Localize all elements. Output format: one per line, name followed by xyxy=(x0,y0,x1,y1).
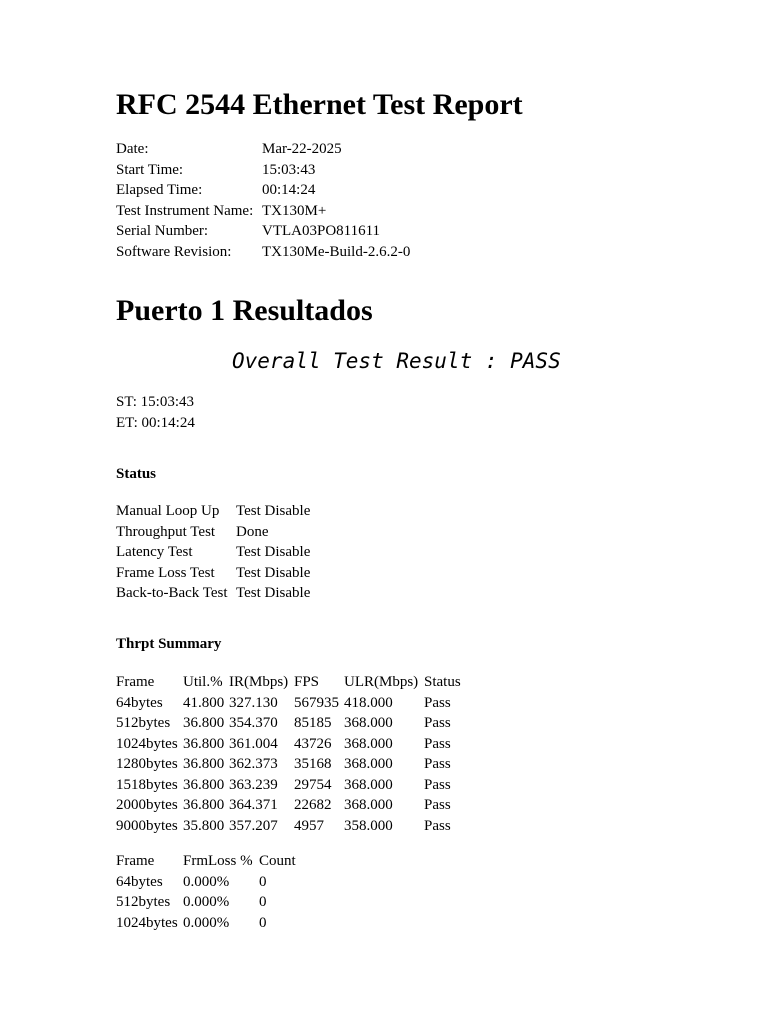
status-result: Done xyxy=(236,523,269,540)
table-cell: 0.000% xyxy=(183,894,230,910)
port-heading: Puerto 1 Resultados xyxy=(116,294,373,327)
column-header: Frame xyxy=(116,853,155,869)
status-test: Frame Loss Test xyxy=(116,564,215,581)
table-cell: 43726 xyxy=(294,735,332,752)
table-cell: 2000bytes xyxy=(116,797,178,813)
status-row xyxy=(116,583,310,604)
meta-value: TX130Me-Build-2.6.2-0 xyxy=(262,243,411,260)
status-row xyxy=(116,522,310,543)
meta-label: Serial Number: xyxy=(116,223,209,239)
table-row xyxy=(116,734,461,755)
status-heading: Status xyxy=(116,466,157,482)
table-cell: 368.000 xyxy=(344,776,393,793)
table-cell: Pass xyxy=(424,797,451,813)
test-times xyxy=(116,392,195,433)
table-cell: 1024bytes xyxy=(116,914,178,931)
table-cell: 357.207 xyxy=(229,817,278,834)
meta-value: 15:03:43 xyxy=(262,161,316,178)
report-title: RFC 2544 Ethernet Test Report xyxy=(116,88,523,121)
meta-row-elapsed-time xyxy=(116,180,410,201)
status-row xyxy=(116,542,310,563)
table-cell: 85185 xyxy=(294,715,332,731)
table-cell: 368.000 xyxy=(344,715,393,731)
table-cell: 364.371 xyxy=(229,797,278,813)
meta-row-serial-number xyxy=(116,221,410,242)
table-row xyxy=(116,693,461,714)
table-cell: 327.130 xyxy=(229,694,278,711)
status-table xyxy=(116,501,310,604)
table-cell: 35.800 xyxy=(183,817,225,834)
meta-row-instrument-name xyxy=(116,201,410,222)
table-cell: 36.800 xyxy=(183,735,225,752)
table-cell: 0 xyxy=(259,894,267,910)
table-row xyxy=(116,872,296,893)
status-result: Test Disable xyxy=(236,503,311,519)
table-cell: 41.800 xyxy=(183,694,225,711)
table-cell: Pass xyxy=(424,776,451,793)
meta-label: Test Instrument Name: xyxy=(116,202,254,219)
throughput-header-row xyxy=(116,672,461,693)
meta-label: Start Time: xyxy=(116,161,184,178)
meta-value: 00:14:24 xyxy=(262,182,316,198)
meta-value: VTLA03PO811611 xyxy=(262,223,381,239)
meta-label: Software Revision: xyxy=(116,243,232,260)
column-header: FPS xyxy=(294,674,320,690)
table-cell: 0.000% xyxy=(183,873,230,890)
elapsed-time-text: ET: 00:14:24 xyxy=(116,414,195,431)
table-cell: 358.000 xyxy=(344,817,393,834)
meta-label: Elapsed Time: xyxy=(116,182,203,198)
table-cell: 22682 xyxy=(294,797,332,813)
table-cell: 1024bytes xyxy=(116,735,178,752)
table-row xyxy=(116,754,461,775)
status-test: Manual Loop Up xyxy=(116,503,220,519)
table-cell: 354.370 xyxy=(229,715,278,731)
column-header: Count xyxy=(259,853,296,869)
table-cell: 0.000% xyxy=(183,914,230,931)
status-result: Test Disable xyxy=(236,585,311,601)
table-cell: 512bytes xyxy=(116,894,171,910)
frame-loss-header-row xyxy=(116,851,296,872)
column-header: IR(Mbps) xyxy=(229,674,289,690)
status-test: Latency Test xyxy=(116,544,193,560)
column-header: ULR(Mbps) xyxy=(344,674,419,690)
meta-label: Date: xyxy=(116,141,149,157)
status-row xyxy=(116,501,310,522)
table-cell: 29754 xyxy=(294,776,332,793)
report-metadata xyxy=(116,139,410,262)
throughput-table xyxy=(116,672,461,836)
table-cell: 9000bytes xyxy=(116,817,178,834)
table-cell: 4957 xyxy=(294,817,324,834)
table-row xyxy=(116,913,296,934)
table-cell: Pass xyxy=(424,817,451,834)
table-cell: 1518bytes xyxy=(116,776,178,793)
table-cell: 36.800 xyxy=(183,756,225,772)
table-cell: 418.000 xyxy=(344,694,393,711)
table-row xyxy=(116,775,461,796)
meta-row-start-time xyxy=(116,160,410,181)
overall-result: Overall Test Result : PASS xyxy=(232,349,561,373)
table-cell: 361.004 xyxy=(229,735,278,752)
table-cell: 0 xyxy=(259,873,267,890)
table-cell: 36.800 xyxy=(183,797,225,813)
table-cell: 567935 xyxy=(294,694,339,711)
meta-row-software-revision xyxy=(116,242,410,263)
table-cell: Pass xyxy=(424,735,451,752)
throughput-heading: Thrpt Summary xyxy=(116,636,222,652)
meta-value: Mar-22-2025 xyxy=(262,141,342,157)
frame-loss-table xyxy=(116,851,296,933)
status-test: Back-to-Back Test xyxy=(116,585,228,601)
table-cell: 64bytes xyxy=(116,694,163,711)
table-cell: 512bytes xyxy=(116,715,171,731)
table-cell: 368.000 xyxy=(344,735,393,752)
table-cell: 362.373 xyxy=(229,756,278,772)
table-cell: Pass xyxy=(424,756,451,772)
table-row xyxy=(116,892,296,913)
table-row xyxy=(116,713,461,734)
table-row xyxy=(116,795,461,816)
table-cell: 0 xyxy=(259,914,267,931)
table-cell: 35168 xyxy=(294,756,332,772)
meta-row-date xyxy=(116,139,410,160)
table-cell: 64bytes xyxy=(116,873,163,890)
meta-value: TX130M+ xyxy=(262,202,327,219)
table-cell: 36.800 xyxy=(183,776,225,793)
status-test: Throughput Test xyxy=(116,523,216,540)
column-header: Util.% xyxy=(183,674,223,690)
column-header: Status xyxy=(424,674,461,690)
table-cell: 36.800 xyxy=(183,715,225,731)
status-result: Test Disable xyxy=(236,564,311,581)
table-cell: 368.000 xyxy=(344,756,393,772)
column-header: FrmLoss % xyxy=(183,853,253,869)
table-cell: Pass xyxy=(424,694,451,711)
status-result: Test Disable xyxy=(236,544,311,560)
table-cell: 363.239 xyxy=(229,776,278,793)
table-cell: 1280bytes xyxy=(116,756,178,772)
column-header: Frame xyxy=(116,674,155,690)
table-cell: 368.000 xyxy=(344,797,393,813)
status-row xyxy=(116,563,310,584)
table-cell: Pass xyxy=(424,715,451,731)
start-time-text: ST: 15:03:43 xyxy=(116,394,195,410)
table-row xyxy=(116,816,461,837)
